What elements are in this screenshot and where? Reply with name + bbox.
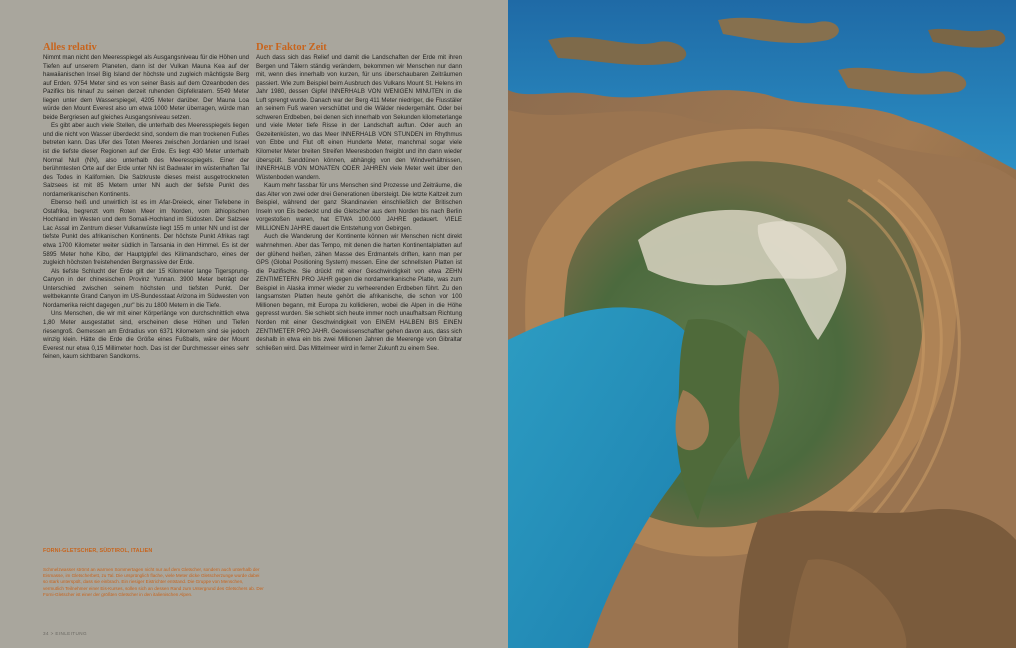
- landscape-illustration: [508, 0, 1016, 648]
- column-heading: Der Faktor Zeit: [256, 42, 327, 53]
- paragraph: Es gibt aber auch viele Stellen, die unterhalb des Meeresspiegels liegen und die nicht von Wasser überdeckt sind, sondern die man trockenen Fußes betreten kann. Das Ufer des Toten Meeres zwischen Jordanien und Israel ist die tiefste dieser Regionen auf der Erde. Es liegt 430 Meter unterhalb Normal Null (NN), also unterhalb des Meeresspiegels. Einer der berühmtesten Orte auf der Erde unter NN ist Badwater im wüstenhaften Tal des Todes in Kalifornien. Die Salzkruste dieses meist ausgetrockneten Salzsees ist mit 85 Metern unter NN auch der tiefste Punkt des nordamerikanischen Kontinents.: [43, 122, 249, 198]
- text-column-2: [256, 42, 462, 353]
- caption-heading: FORNI-GLETSCHER, SÜDTIROL, ITALIEN: [43, 548, 153, 554]
- paragraph: Nimmt man nicht den Meeresspiegel als Ausgangsniveau für die Höhen und Tiefen auf unserem Planeten, dann ist der Vulkan Mauna Kea auf der hawaiianischen Insel Big Island der höchste und zugleich mächtigste Berg auf Erden. 9754 Meter sind es von seiner Basis auf dem Ozeanboden des Pazifiks bis hinauf zu seinen derzeit ruhenden Gipfelkratern. 5549 Meter liegen unter dem Wasserspiegel, 4205 Meter darüber. Der Mauna Loa würde den Mount Everest also um etwa 1000 Meter überragen, würde man beide Bergriesen auf gleiches Ausgangsniveau setzen.: [43, 54, 249, 121]
- photo-caption: [43, 548, 265, 598]
- aerial-photo: [508, 0, 1016, 648]
- paragraph: Auch die Wanderung der Kontinente können wir Menschen nicht direkt wahrnehmen. Aber das Tempo, mit denen die harten Kontinentalplatten auf der glühend heißen, zähen Masse des Erdmantels driften, kann man per GPS (Global Positioning System) messen. Eine der schnellsten Platten ist die Pazifische. Sie drückt mit einer Geschwindigkeit von etwa ZEHN ZENTIMETERN PRO JAHR gegen die nordamerikanische Platte, was zum Beispiel in Alaska immer wieder zu verheerenden Erdbeben führt. Zu den langsamsten Platten heute gehört die afrikanische, die schon vor 100 Millionen begann, mit Europa zu kollidieren, wobei die Alpen in die Höhe gepresst wurden. Sie schiebt sich heute immer noch unaufhaltsam Richtung Norden mit einer Geschwindigkeit von EINEM HALBEN BIS EINEN ZENTIMETER PRO JAHR. Geowissenschaftler gehen davon aus, dass sich deshalb in etwa ein bis zwei Millionen Jahren die Meerenge von Gibraltar schließen wird. Das Mittelmeer wird in ferner Zukunft zu einem See.: [256, 233, 462, 352]
- text-column-1: [43, 42, 249, 362]
- caption-text: Schmelzwasser strömt an warmen Sommertagen nicht nur auf dem Gletscher, sondern auch unterhalb der Eismasse, im Gletscherbett, zu Tal. Die ursprünglich flache, viele Meter dicke Gletscherzunge wurde dabei so stark unterspült, dass sie einbrach. Ein riesiger Eistrichter entstand. Die Gruppe von Menschen, vermutlich Teilnehmer einer Eis-Kurses, sollen sich an dessen Rand zum Untergrund des Gletschers ab. Der Forni-Gletscher ist einer der größten Gletscher in den italienischen Alpen.: [43, 567, 264, 597]
- paragraph: Uns Menschen, die wir mit einer Körperlänge von durchschnittlich etwa 1,80 Meter ausgestattet sind, erscheinen diese Höhen und Tiefen riesengroß. Gemessen am Erdradius von 6371 Kilometern sind sie jedoch winzig klein. Hätte die Erde die Größe eines Fußballs, wäre der Mount Everest nur etwa 0,15 Millimeter hoch. Das ist der Durchmesser eines sehr feinen, kaum sichtbaren Sandkorns.: [43, 310, 249, 361]
- page-folio: 34 > EINLEITUNG: [43, 631, 87, 636]
- paragraph: Kaum mehr fassbar für uns Menschen sind Prozesse und Zeiträume, die das Alter von zwei oder drei Generationen übersteigt. Die letzte Kaltzeit zum Beispiel, während der ganz Skandinavien einschließlich der Britischen Inseln von Eis bedeckt und die Gletscher aus dem Norden bis nach Berlin vorgestoßen waren, hat ETWA 100.000 JAHRE gedauert. VIELE MILLIONEN JAHRE dauert die Entstehung von Gebirgen.: [256, 182, 462, 232]
- paragraph: Als tiefste Schlucht der Erde gilt der 15 Kilometer lange Tigersprung-Canyon in der chinesischen Provinz Yunnan. 3900 Meter beträgt der Unterschied zwischen seinem höchsten und tiefsten Punkt. Der weltbekannte Grand Canyon im US-Bundesstaat Arizona im Südwesten von Nordamerika reicht dagegen „nur" bis zu 1800 Metern in die Tiefe.: [43, 267, 249, 309]
- paragraph: Ebenso heiß und unwirtlich ist es im Afar-Dreieck, einer Tiefebene in Ostafrika, begrenzt vom Roten Meer im Norden, vom äthiopischen Hochland im Westen und dem Somali-Hochland im Südosten. Der Salzsee Lac Assal im Zentrum dieser Vulkanwüste liegt 155 m unter NN und ist der tiefste Punkt des afrikanischen Kontinents. Der höchste Punkt Afrikas ragt etwa 1700 Kilometer weiter südlich in Tansania in den Himmel. Es ist der 5895 Meter hohe Kibo, der Hauptgipfel des Kilimandscharo, eines der zugleich höchsten freistehenden Bergmassive der Erde.: [43, 199, 249, 267]
- paragraph: Auch dass sich das Relief und damit die Landschaften der Erde mit ihren Bergen und Tälern ständig verändern, bekommen wir Menschen nur dann mit, wenn dies innerhalb von kurzen, für uns überschaubaren Zeiträumen passiert. Wie zum Beispiel beim Ausbruch des Vulkans Mount St. Helens im Jahr 1980, dessen Gipfel INNERHALB VON WENIGEN MINUTEN in die Luft sprengt wurde. Danach war der Berg 411 Meter niedriger, die Flusstäler an seinem Fuß waren verschüttet und die Wälder niedergemäht. Oder bei schweren Erdbeben, bei denen sich innerhalb von Sekunden kilometerlange und viele Meter tiefe Risse in der Landschaft auftun. Oder auch an Gezeitenküsten, wo das Meer INNERHALB VON STUNDEN im Rhythmus von Ebbe und Flut oft einen Hunderte Meter, manchmal sogar viele Kilometer Meter breiten Streifen Meeresboden freigibt und ihn dann wieder überspült. Sanddünen können, abhängig von den Windverhältnissen, INNERHALB VON MONATEN ODER JAHREN viele Meter weit über den Wüstenboden wandern.: [256, 54, 462, 181]
- column-heading: Alles relativ: [43, 42, 97, 53]
